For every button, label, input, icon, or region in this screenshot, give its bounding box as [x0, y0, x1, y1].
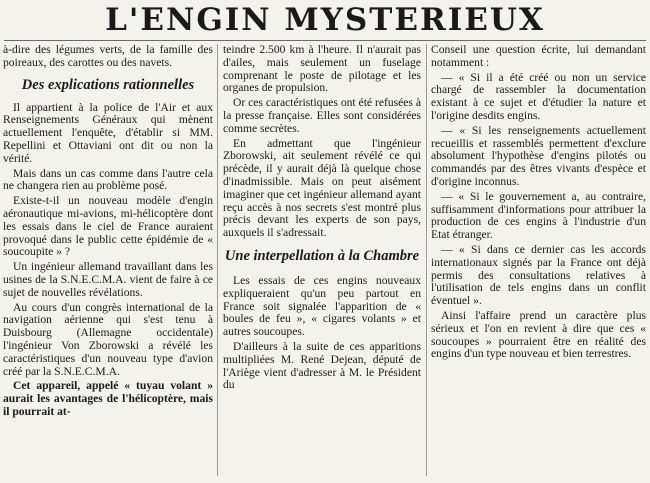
section-heading: Une interpellation à la Chambre — [224, 247, 420, 264]
paragraph: Conseil une question écrite, lui demandant notamment : — [431, 44, 646, 69]
paragraph: Les essais de ces engins nouveaux expliqueraient qu'un peu partout en France soit signalée l'apparition de « boules de feu », « cigares volants » et autres soucoupes. — [223, 273, 421, 339]
paragraph: — « Si il a été créé ou non un service chargé de rassembler la documentation existant à ce sujet et d'étudier la nature et l'origine desdits engins. — [431, 70, 646, 122]
paragraph: D'ailleurs à la suite de ces apparitions multipliées M. René Dejean, député de l'Ariège vient d'adresser à M. le Président du — [223, 339, 421, 392]
paragraph: Or ces caractéristiques ont été refusées à la presse française. Elles sont considérées comme secrètes. — [223, 96, 421, 135]
paragraph: — « Si dans ce dernier cas les accords internationaux signés par la France ont déjà permis des consultations relatives à l'utilisation de tels engins dans un conflit éventuel ». — [431, 242, 646, 308]
paragraph: Existe-t-il un nouveau modèle d'engin aéronautique mi-avions, mi-hélicoptère dont les essais dans le ciel de France auraient provoqué dans le public cette épidémie de « soucoupite » ? — [3, 194, 213, 259]
paragraph: à-dire des légumes verts, de la famille des poireaux, des carottes ou des navets. — [3, 44, 213, 69]
paragraph: Cet appareil, appelé « tuyau volant » aurait les avantages de l'hélicoptère, mais il pourrait at- — [3, 379, 213, 418]
column-2 — [223, 44, 421, 480]
column-separator — [426, 44, 427, 476]
column-3 — [431, 44, 646, 480]
column-separator — [217, 44, 218, 476]
section-heading: Des explications rationnelles — [21, 76, 195, 93]
paragraph: Ainsi l'affaire prend un caractère plus sérieux et l'on en revient à dire que ces « soucoupes » pourraient être en réalité des engins d'un type nouveau et bien terrestres. — [431, 308, 646, 361]
article-headline: L'ENGIN MYSTERIEUX — [105, 2, 545, 38]
column-1 — [3, 44, 213, 480]
headline-rule — [4, 40, 646, 41]
paragraph: — « Si le gouvernement a, au contraire, suffisamment d'informations pour attribuer la production de ces engins à l'industrie d'un Etat étranger. — [431, 189, 646, 242]
paragraph: Un ingénieur allemand travaillant dans les usines de la S.N.E.C.M.A. vient de faire à ce sujet de nouvelles révélations. — [3, 260, 213, 299]
paragraph: En admettant que l'ingénieur Zborowski, ait seulement révélé ce qui précède, il y aurait déjà là quelque chose d'inadmissible. Mais on peut aisément imaginer que cet ingénieur allemand ayant reçu accès à nos secrets s'est montré plus précis devant les experts de son pays, auxquels il s'adressait. — [223, 136, 421, 240]
paragraph: Au cours d'un congrès international de la navigation aérienne qui s'est tenu à Duisbourg (Allemagne occidentale) l'ingénieur Von Zborowski a révélé les caractéristiques d'un nouveau type d'avion créé par la S.N.E.C.M.A. — [3, 300, 213, 378]
paragraph: Mais dans un cas comme dans l'autre cela ne changera rien au problème posé. — [3, 166, 213, 193]
paragraph: teindre 2.500 km à l'heure. Il n'aurait pas d'ailes, mais seulement un fuselage comprenant le poste de pilotage et les organes de propulsion. — [223, 44, 421, 95]
paragraph: Il appartient à la police de l'Air et aux Renseignements Généraux qui mènent actuellement l'enquête, d'établir si MM. Repellini et Ottaviani ont dit ou non la vérité. — [3, 100, 213, 165]
paragraph: — « Si les renseignements actuellement recueillis et rassemblés permettent d'exclure absolument l'hypothèse d'engins pilotés ou commandés par des êtres vivants d'espèce et d'origine inconnus. — [431, 123, 646, 188]
